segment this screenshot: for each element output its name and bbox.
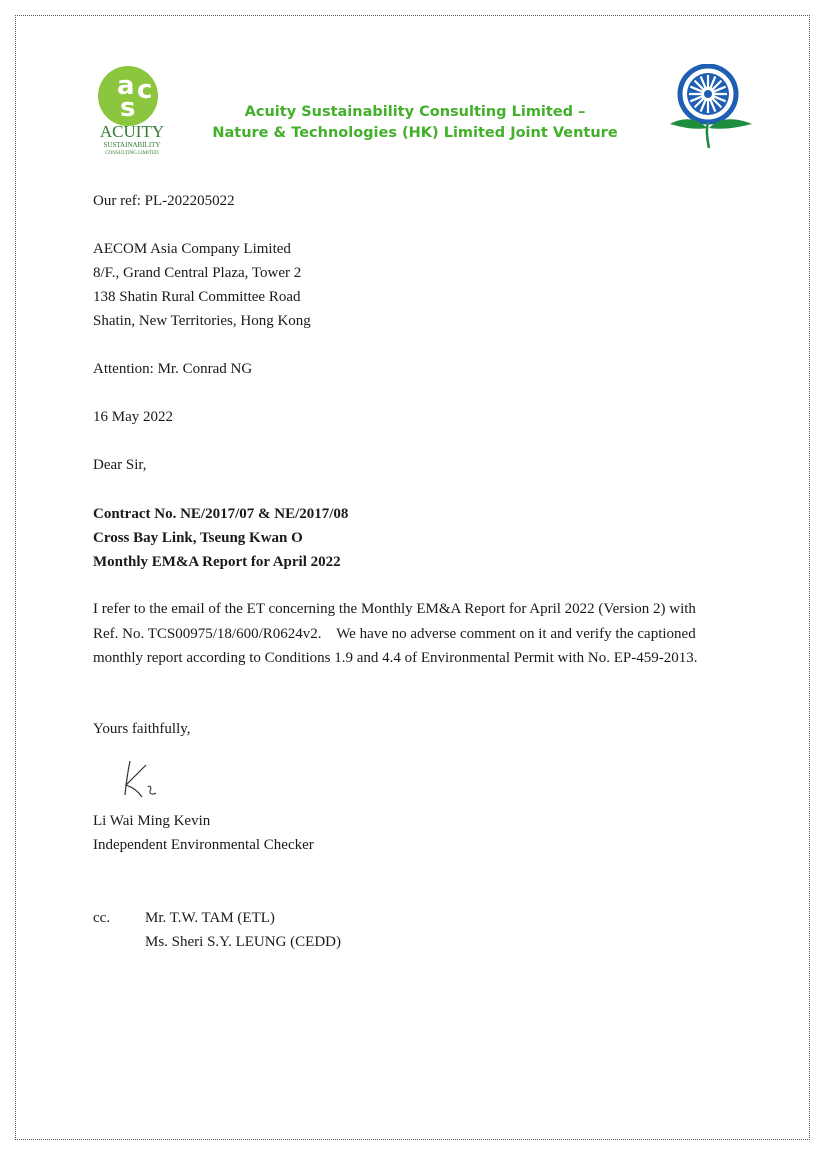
page-border — [15, 15, 810, 1140]
body-line-2: Ref. No. TCS00975/18/600/R0624v2. We have no adverse comment on it and verify the captioned — [93, 625, 696, 642]
salutation: Dear Sir, — [93, 457, 147, 473]
closing: Yours faithfully, — [93, 721, 191, 737]
letter-date: 16 May 2022 — [93, 409, 173, 425]
svg-text:s: s — [120, 93, 136, 123]
signatory-title: Independent Environmental Checker — [93, 837, 314, 853]
cc-label: cc. — [93, 910, 111, 926]
body-line-1: I refer to the email of the ET concerning the Monthly EM&A Report for April 2022 (Version 2) with — [93, 601, 696, 617]
our-reference: Our ref: PL-202205022 — [93, 193, 235, 209]
signatory-name: Li Wai Ming Kevin — [93, 813, 211, 829]
svg-text:ACUITY: ACUITY — [99, 122, 165, 141]
svg-text:a: a — [117, 71, 135, 101]
address-line-1: AECOM Asia Company Limited — [93, 241, 291, 257]
address-line-2: 8/F., Grand Central Plaza, Tower 2 — [93, 265, 302, 281]
acuity-logo — [92, 64, 176, 156]
address-line-3: 138 Shatin Rural Committee Road — [93, 289, 301, 305]
handwritten-signature-icon — [116, 757, 166, 805]
subject-line-2: Cross Bay Link, Tseung Kwan O — [93, 530, 303, 546]
joint-venture-title-line2: Nature & Technologies (HK) Limited Joint Venture — [212, 125, 618, 141]
body-paragraph — [93, 597, 743, 671]
body-line-3: monthly report according to Conditions 1.9 and 4.4 of Environmental Permit with No. EP-459-2013. — [93, 650, 698, 666]
cc-recipient-2: Ms. Sheri S.Y. LEUNG (CEDD) — [145, 934, 341, 950]
svg-text:c: c — [137, 75, 153, 105]
svg-text:CONSULTING LIMITED: CONSULTING LIMITED — [105, 151, 159, 156]
nature-technologies-logo — [666, 64, 756, 150]
attention-line: Attention: Mr. Conrad NG — [93, 361, 253, 377]
address-line-4: Shatin, New Territories, Hong Kong — [93, 313, 311, 329]
subject-line-3: Monthly EM&A Report for April 2022 — [93, 554, 341, 570]
cc-recipient-1: Mr. T.W. TAM (ETL) — [145, 910, 275, 926]
svg-text:SUSTAINABILITY: SUSTAINABILITY — [103, 141, 161, 149]
joint-venture-title — [200, 102, 630, 144]
subject-line-1: Contract No. NE/2017/07 & NE/2017/08 — [93, 506, 349, 522]
joint-venture-title-line1: Acuity Sustainability Consulting Limited – — [244, 104, 586, 120]
cc-list — [145, 906, 341, 954]
